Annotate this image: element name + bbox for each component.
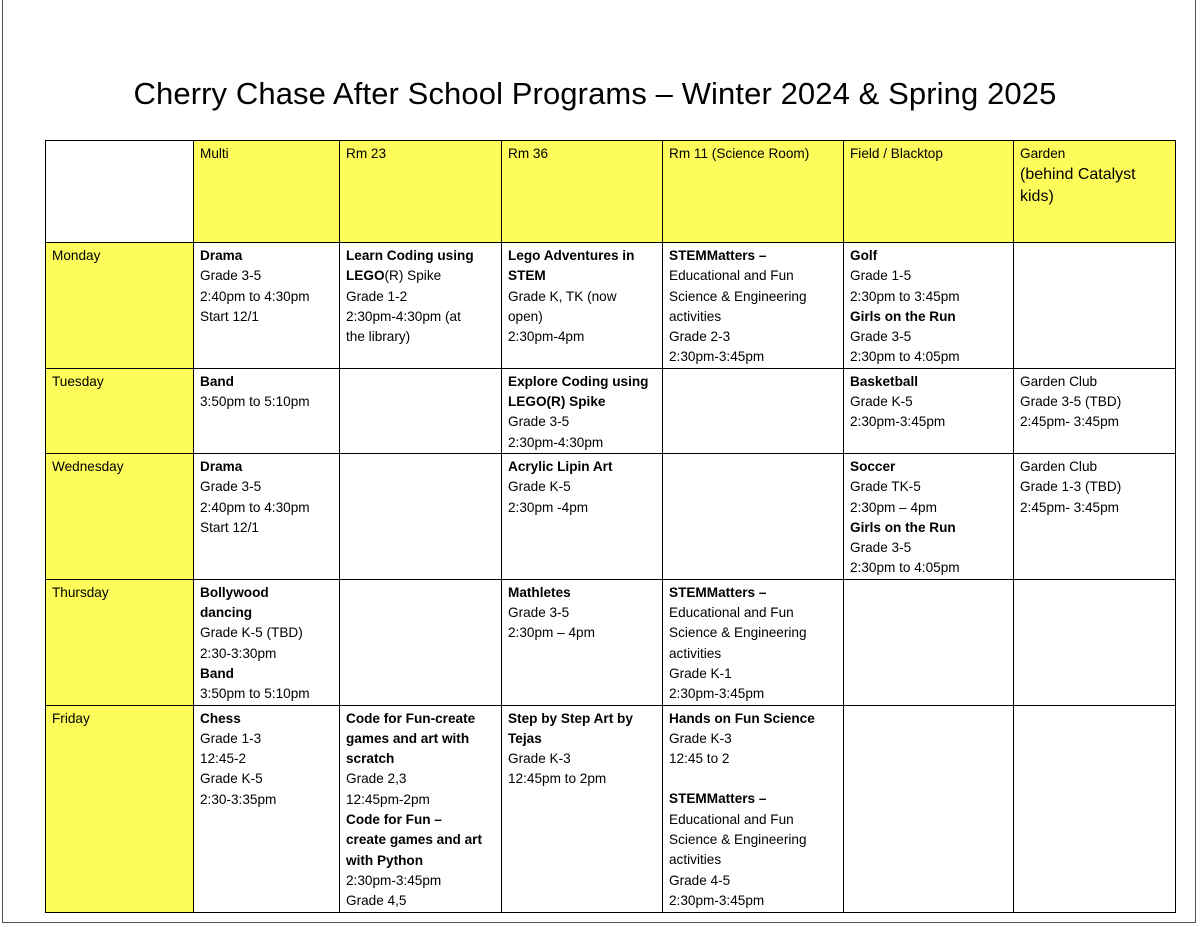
program-detail: Grade K-5 (TBD) — [200, 625, 303, 641]
program-name: Soccer — [850, 458, 896, 474]
program-name: Lego Adventures in — [508, 248, 635, 263]
brand-text: LEGO — [346, 268, 385, 284]
program-detail: 2:45pm- 3:45pm — [1020, 499, 1119, 515]
day-label: Friday — [46, 705, 194, 912]
program-detail: the library) — [346, 329, 411, 345]
day-row — [46, 453, 1176, 579]
program-detail: 2:30pm-4pm — [508, 329, 585, 345]
program-detail: 2:30pm-3:45pm — [669, 349, 765, 365]
program-name: scratch — [346, 751, 395, 767]
program-detail: Grade 2-3 — [669, 329, 731, 345]
program-detail: Grade 1-5 — [850, 268, 912, 284]
program-name: Band — [200, 665, 234, 681]
program-name: create games and art — [346, 832, 483, 848]
program-detail: Grade 3-5 — [200, 268, 262, 284]
program-detail: Science & Engineering — [669, 832, 807, 848]
column-header-label: Rm 23 — [346, 146, 387, 161]
program-cell — [844, 243, 1014, 369]
line-gap — [669, 769, 837, 789]
program-cell — [844, 453, 1014, 579]
program-cell — [194, 368, 340, 453]
program-detail: 2:30pm to 4:05pm — [850, 349, 960, 365]
program-name: Basketball — [850, 373, 919, 389]
program-cell — [194, 243, 340, 369]
program-detail: Grade K, TK (now — [508, 288, 617, 304]
column-header — [340, 141, 502, 243]
program-cell — [502, 243, 663, 369]
schedule-table — [45, 140, 1176, 913]
program-detail: Grade K-5 — [200, 771, 263, 787]
program-detail: Science & Engineering — [669, 625, 807, 641]
program-detail: Grade TK-5 — [850, 479, 921, 495]
column-header — [194, 141, 340, 243]
day-label: Tuesday — [46, 368, 194, 453]
program-detail: Grade K-1 — [669, 665, 732, 681]
program-cell — [340, 579, 502, 705]
page-title: Cherry Chase After School Programs – Winter 2024 & Spring 2025 — [133, 76, 1057, 111]
program-detail: 2:30pm – 4pm — [508, 625, 595, 641]
program-name: games and art with — [346, 730, 470, 746]
column-header — [502, 141, 663, 243]
program-detail: 2:30pm to 3:45pm — [850, 288, 960, 304]
day-label: Wednesday — [46, 453, 194, 579]
program-detail: activities — [669, 645, 722, 661]
program-name: Tejas — [508, 730, 542, 746]
program-detail: 2:30pm-3:45pm — [669, 892, 765, 908]
program-cell — [194, 453, 340, 579]
day-row — [46, 705, 1176, 912]
program-detail: Grade 2,3 — [346, 771, 407, 787]
program-cell — [663, 243, 844, 369]
program-detail: Grade K-5 — [508, 479, 571, 495]
program-cell — [194, 705, 340, 912]
program-name: Explore Coding using — [508, 373, 649, 389]
program-cell — [502, 453, 663, 579]
program-cell — [502, 705, 663, 912]
program-cell — [194, 579, 340, 705]
column-header-label: Field / Blacktop — [850, 146, 943, 161]
program-name: Step by Step Art by — [508, 710, 633, 726]
program-name: Drama — [200, 248, 243, 263]
column-header-sublabel: (behind Catalyst kids) — [1020, 166, 1136, 206]
program-detail: STEMMatters – — [669, 791, 767, 807]
column-header-label: Garden — [1020, 146, 1066, 161]
program-detail: Grade 3-5 — [850, 329, 912, 345]
program-name: with Python — [346, 852, 424, 868]
program-detail: Educational and Fun — [669, 811, 794, 827]
program-detail: 12:45pm to 2pm — [508, 771, 607, 787]
program-name: Golf — [850, 248, 878, 263]
program-cell — [663, 368, 844, 453]
day-label: Thursday — [46, 579, 194, 705]
program-detail: 2:40pm to 4:30pm — [200, 288, 310, 304]
program-detail: 12:45pm-2pm — [346, 791, 430, 807]
program-detail: Grade K-5 — [850, 394, 913, 410]
program-detail: Science & Engineering — [669, 288, 807, 304]
program-detail: Grade 3-5 — [850, 540, 912, 556]
program-name: Mathletes — [508, 584, 571, 600]
program-name: Acrylic Lipin Art — [508, 458, 613, 474]
program-cell — [1014, 705, 1176, 912]
day-row — [46, 579, 1176, 705]
program-detail: 2:30pm-3:45pm — [669, 686, 765, 702]
program-cell — [844, 368, 1014, 453]
program-detail: Educational and Fun — [669, 268, 794, 284]
program-detail: Educational and Fun — [669, 605, 794, 621]
program-detail: 2:30pm-3:45pm — [346, 872, 442, 888]
program-detail: Grade 1-3 — [200, 730, 262, 746]
program-detail: 2:45pm- 3:45pm — [1020, 414, 1119, 430]
program-detail: Start 12/1 — [200, 308, 259, 324]
program-cell — [1014, 453, 1176, 579]
program-detail: Garden Club — [1020, 458, 1098, 474]
program-cell — [340, 243, 502, 369]
day-row — [46, 368, 1176, 453]
program-detail: activities — [669, 852, 722, 868]
program-cell — [502, 579, 663, 705]
program-cell — [340, 368, 502, 453]
program-detail: 12:45-2 — [200, 751, 247, 767]
program-name: Learn Coding using — [346, 248, 474, 263]
program-detail: 2:40pm to 4:30pm — [200, 499, 310, 515]
program-detail: 2:30pm-4:30pm — [508, 434, 604, 450]
column-header — [1014, 141, 1176, 243]
column-header-label: Rm 36 — [508, 146, 549, 161]
program-cell — [1014, 243, 1176, 369]
program-detail: activities — [669, 308, 722, 324]
day-label: Monday — [46, 243, 194, 369]
column-header — [663, 141, 844, 243]
program-cell — [663, 579, 844, 705]
program-name: Code for Fun – — [346, 812, 442, 828]
column-header — [844, 141, 1014, 243]
program-detail: 2:30pm – 4pm — [850, 499, 937, 515]
program-name: Girls on the Run — [850, 308, 956, 324]
program-detail: 2:30-3:30pm — [200, 645, 277, 661]
program-name: Bollywood — [200, 584, 269, 600]
program-cell — [663, 705, 844, 912]
program-cell — [502, 368, 663, 453]
program-detail: 2:30-3:35pm — [200, 791, 277, 807]
program-detail: STEMMatters – — [669, 584, 767, 600]
program-cell — [1014, 579, 1176, 705]
program-detail: LEGO(R) Spike — [346, 268, 442, 284]
program-detail: open) — [508, 308, 543, 324]
program-cell — [1014, 368, 1176, 453]
program-name: dancing — [200, 605, 253, 621]
program-name: STEM — [508, 268, 546, 284]
header-row — [46, 141, 1176, 243]
program-name: Band — [200, 373, 234, 389]
program-cell — [340, 705, 502, 912]
program-name: Hands on Fun Science — [669, 710, 815, 726]
program-detail: 12:45 to 2 — [669, 751, 730, 767]
program-detail: STEMMatters – — [669, 248, 767, 263]
program-detail: 2:30pm -4pm — [508, 499, 589, 515]
program-detail: Start 12/1 — [200, 519, 259, 535]
program-name: Drama — [200, 458, 243, 474]
program-detail: 3:50pm to 5:10pm — [200, 686, 310, 702]
program-detail: Grade 3-5 (TBD) — [1020, 394, 1122, 410]
program-detail: Garden Club — [1020, 373, 1098, 389]
day-row — [46, 243, 1176, 369]
program-detail: 2:30pm-3:45pm — [850, 414, 946, 430]
program-detail: Grade 3-5 — [200, 479, 262, 495]
column-header-label: Multi — [200, 146, 229, 161]
program-detail: Grade K-3 — [508, 751, 571, 767]
program-cell — [340, 453, 502, 579]
program-detail: Grade 3-5 — [508, 414, 570, 430]
program-detail: 2:30pm-4:30pm (at — [346, 308, 461, 324]
program-detail: Grade 4,5 — [346, 893, 407, 909]
program-detail: Grade 1-3 (TBD) — [1020, 479, 1122, 495]
program-detail: Grade 3-5 — [508, 605, 570, 621]
program-detail: Grade K-3 — [669, 730, 732, 746]
program-name: Code for Fun-create — [346, 710, 476, 726]
column-header-label: Rm 11 (Science Room) — [669, 146, 810, 161]
program-detail: 3:50pm to 5:10pm — [200, 394, 310, 410]
program-detail: Grade 1-2 — [346, 288, 408, 304]
program-cell — [663, 453, 844, 579]
corner-cell — [46, 141, 194, 243]
program-name: Chess — [200, 710, 241, 726]
program-name: Girls on the Run — [850, 519, 956, 535]
program-detail: 2:30pm to 4:05pm — [850, 560, 960, 576]
program-cell — [844, 579, 1014, 705]
program-detail: Grade 4-5 — [669, 872, 731, 888]
program-name: LEGO(R) Spike — [508, 394, 606, 410]
program-cell — [844, 705, 1014, 912]
